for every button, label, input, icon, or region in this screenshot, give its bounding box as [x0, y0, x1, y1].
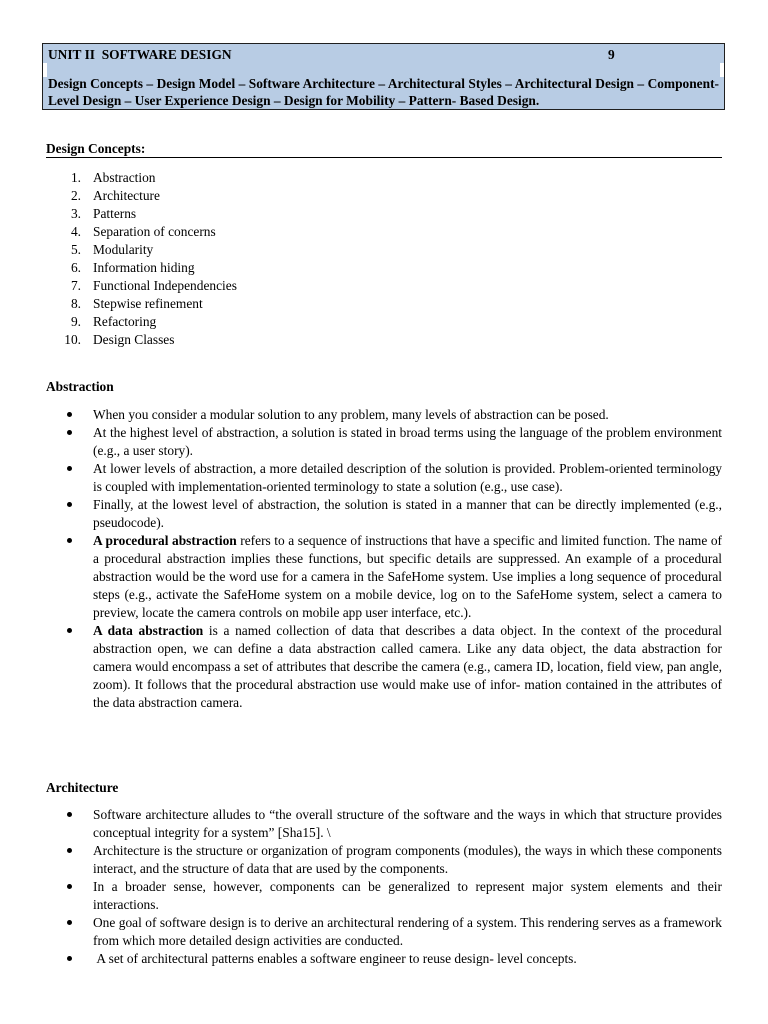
list-item: 9. Refactoring	[70, 314, 157, 329]
architecture-heading: Architecture	[46, 780, 119, 795]
list-item: A data abstraction is a named collection of data that describes a data object. In the context of the procedural abstraction open, we can define a data abstraction called camera. Like any data object, the data abstraction for camera would encompass a set of attributes that describe the camera (e.g., camera ID, location, field view, pan angle, zoom). It follows that the procedural abstraction use would make use of infor- mation contained in the attributes of the data abstraction camera.	[46, 622, 722, 712]
procedural-abstraction-term: A procedural abstraction	[93, 533, 237, 548]
abstraction-bullets	[46, 406, 722, 712]
design-concepts-list	[46, 169, 237, 349]
header-right-marker	[720, 63, 724, 77]
list-item: A set of architectural patterns enables a software engineer to reuse design- level concepts.	[46, 950, 722, 968]
list-item: 4. Separation of concerns	[70, 224, 216, 239]
list-item: 2. Architecture	[70, 188, 160, 203]
unit-syllabus: Design Concepts – Design Model – Software Architecture – Architectural Styles – Architectural Design – Component-Level Design – User Experience Design – Design for Mobility – Pattern- Based Design.	[48, 76, 719, 108]
heading-underline	[46, 157, 722, 158]
list-item: In a broader sense, however, components can be generalized to represent major system elements and their interactions.	[46, 878, 722, 914]
list-item: Finally, at the lowest level of abstraction, the solution is stated in a manner that can be directly implemented (e.g., pseudocode).	[46, 496, 722, 532]
header-left-marker	[43, 63, 47, 77]
list-item: 7. Functional Independencies	[70, 278, 237, 293]
list-item: At the highest level of abstraction, a solution is stated in broad terms using the language of the problem environment (e.g., a user story).	[46, 424, 722, 460]
list-item: At lower levels of abstraction, a more detailed description of the solution is provided. Problem-oriented terminology is coupled with implementation-oriented terminology to state a solution (e.g., use case).	[46, 460, 722, 496]
list-item: When you consider a modular solution to any problem, many levels of abstraction can be posed.	[46, 406, 722, 424]
architecture-bullets	[46, 806, 722, 968]
list-item: A procedural abstraction refers to a sequence of instructions that have a specific and limited function. The name of a procedural abstraction implies these functions, but specific details are suppressed. An example of a procedural abstraction would be the word use for a camera in the SafeHome system. Use implies a long sequence of procedural steps (e.g., activate the SafeHome system on a mobile device, log on to the SafeHome system, select a camera to preview, locate the camera controls on mobile app user interface, etc.).	[46, 532, 722, 622]
list-item: One goal of software design is to derive an architectural rendering of a system. This rendering serves as a framework from which more detailed design activities are conducted.	[46, 914, 722, 950]
unit-title: UNIT II SOFTWARE DESIGN	[48, 47, 232, 62]
list-item: 1. Abstraction	[70, 170, 156, 185]
data-abstraction-term: A data abstraction	[93, 623, 204, 638]
abstraction-heading: Abstraction	[46, 379, 114, 394]
list-item: 8. Stepwise refinement	[70, 296, 203, 311]
list-item: 10. Design Classes	[64, 332, 175, 347]
unit-hours: 9	[608, 47, 615, 62]
unit-header-box	[42, 43, 725, 110]
list-item: 5. Modularity	[70, 242, 154, 257]
list-item: 6. Information hiding	[70, 260, 195, 275]
list-item: 3. Patterns	[70, 206, 137, 221]
list-item: Software architecture alludes to “the overall structure of the software and the ways in which that structure provides conceptual integrity for a system” [Sha15]. \	[46, 806, 722, 842]
design-concepts-heading: Design Concepts:	[46, 141, 146, 156]
list-item: Architecture is the structure or organization of program components (modules), the ways in which these components interact, and the structure of data that are used by the components.	[46, 842, 722, 878]
